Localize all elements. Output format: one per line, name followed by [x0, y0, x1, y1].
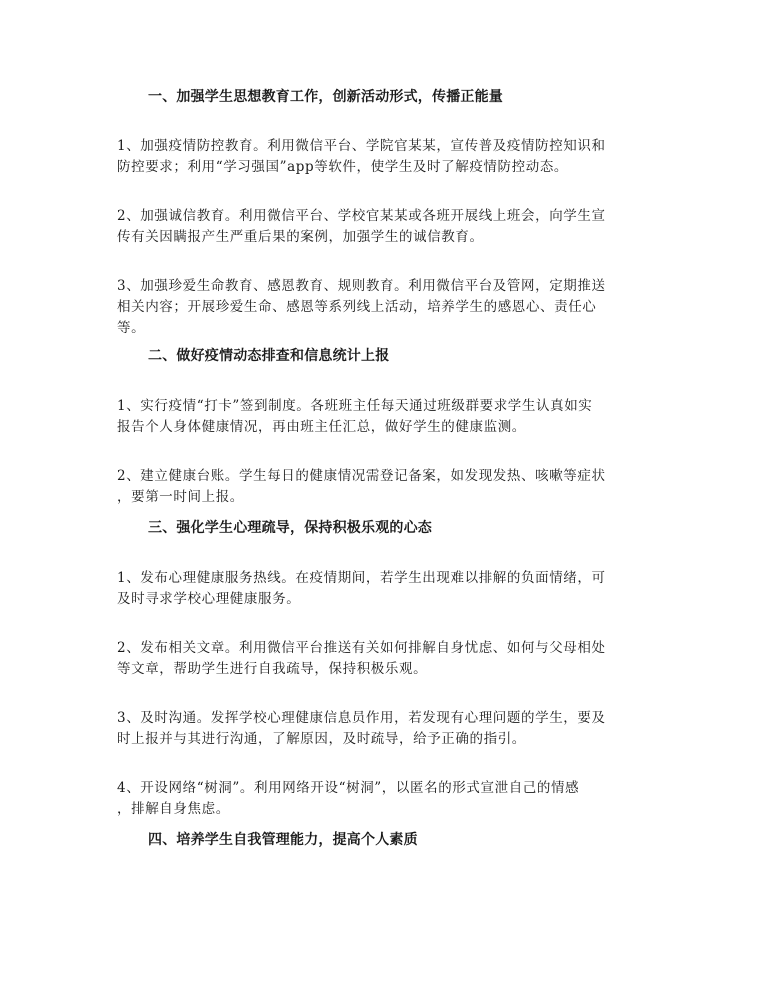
- paragraph-3-1: [117, 568, 657, 610]
- text-line: 等文章，帮助学生进行自我疏导，保持积极乐观。: [117, 661, 428, 677]
- text-line: 2、加强诚信教育。利用微信平台、学校官某某或各班开展线上班会，向学生宣: [117, 208, 606, 224]
- text-line: 1、加强疫情防控教育。利用微信平台、学院官某某，宣传普及疫情防控知识和: [117, 138, 606, 154]
- text-line: 时上报并与其进行沟通，了解原因，及时疏导，给予正确的指引。: [117, 731, 526, 747]
- text-line: 3、及时沟通。发挥学校心理健康信息员作用，若发现有心理问题的学生，要及: [117, 710, 606, 726]
- paragraph-2-2: [117, 466, 657, 508]
- text-line: ，要第一时间上报。: [117, 489, 244, 505]
- text-line: 及时寻求学校心理健康服务。: [117, 591, 301, 607]
- paragraph-1-3: [117, 276, 657, 339]
- paragraph-2-1: [117, 396, 657, 438]
- text-line: 1、实行疫情“打卡”签到制度。各班班主任每天通过班级群要求学生认真如实: [117, 398, 593, 414]
- section-heading-2: 二、做好疫情动态排查和信息统计上报: [148, 348, 390, 364]
- text-line: 相关内容；开展珍爱生命、感恩等系列线上活动，培养学生的感恩心、责任心: [117, 299, 597, 315]
- text-line: 1、发布心理健康服务热线。在疫情期间，若学生出现难以排解的负面情绪，可: [117, 570, 606, 586]
- text-line: 传有关因瞒报产生严重后果的案例，加强学生的诚信教育。: [117, 229, 484, 245]
- text-line: 2、发布相关文章。利用微信平台推送有关如何排解自身忧虑、如何与父母相处: [117, 640, 606, 656]
- paragraph-1-2: [117, 206, 657, 248]
- text-line: 2、建立健康台账。学生每日的健康情况需登记备案，如发现发热、咳嗽等症状: [117, 468, 606, 484]
- text-line: 3、加强珍爱生命教育、感恩教育、规则教育。利用微信平台及管网，定期推送: [117, 278, 606, 294]
- text-line: 防控要求；利用“学习强国”app等软件，使学生及时了解疫情防控动态。: [117, 159, 569, 175]
- paragraph-3-4: [117, 778, 657, 820]
- paragraph-1-1: [117, 136, 657, 178]
- section-heading-1: 一、加强学生思想教育工作，创新活动形式，传播正能量: [148, 89, 503, 105]
- text-line: 等。: [117, 320, 146, 336]
- paragraph-3-2: [117, 638, 657, 680]
- section-heading-4: 四、培养学生自我管理能力，提高个人素质: [148, 832, 418, 848]
- text-line: 4、开设网络“树洞”。利用网络开设“树洞”，以匿名的形式宣泄自己的情感: [117, 780, 580, 796]
- section-heading-3: 三、强化学生心理疏导，保持积极乐观的心态: [148, 520, 432, 536]
- paragraph-3-3: [117, 708, 657, 750]
- text-line: 报告个人身体健康情况，再由班主任汇总，做好学生的健康监测。: [117, 419, 526, 435]
- text-line: ，排解自身焦虑。: [117, 801, 230, 817]
